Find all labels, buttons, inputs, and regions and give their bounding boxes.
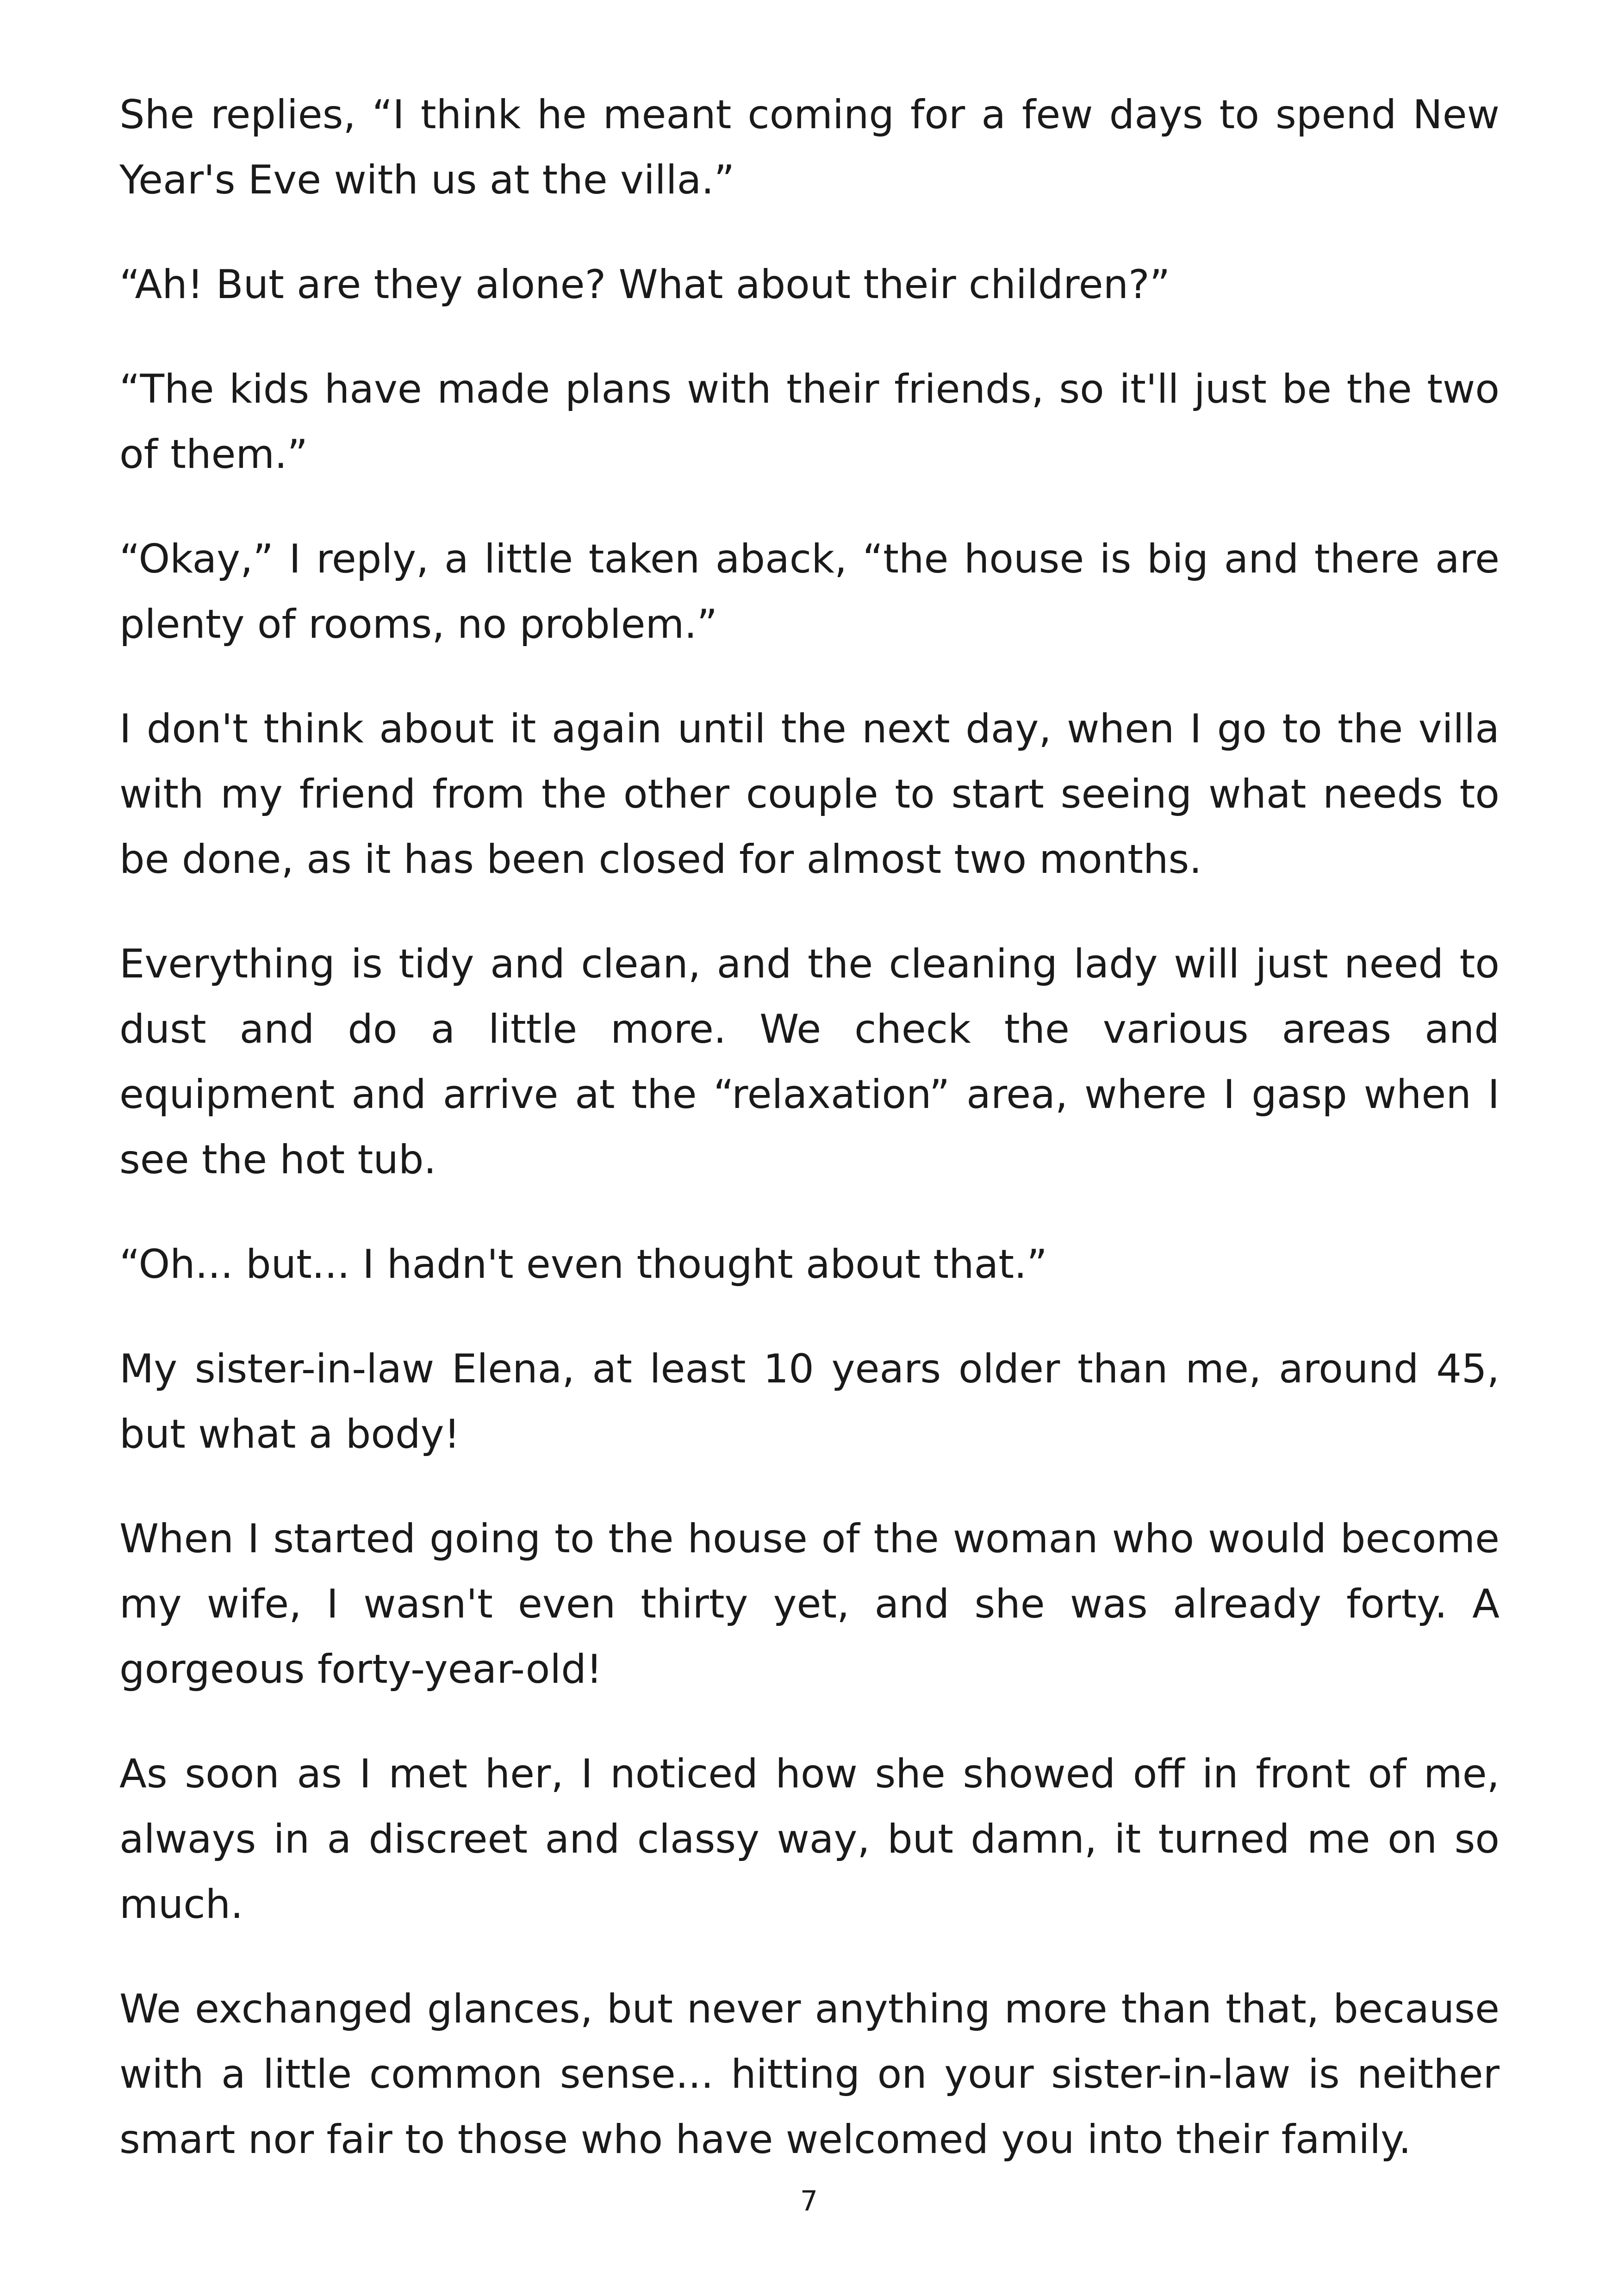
paragraph-4: “Okay,” I reply, a little taken aback, “the house is big and there are plenty of rooms, no problem.” [119, 536, 1500, 647]
paragraph-11: We exchanged glances, but never anything more than that, because with a little common sense... hitting on your sister-in-law is neither smart nor fair to those who have welcomed you into their family. [119, 1986, 1500, 2163]
paragraph-6: Everything is tidy and clean, and the cleaning lady will just need to dust and do a little more. We check the various areas and equipment and arrive at the “relaxation” area, where I gasp when I see the hot tub. [119, 941, 1500, 1183]
paragraph-8: My sister-in-law Elena, at least 10 years older than me, around 45, but what a body! [119, 1346, 1500, 1457]
page-number: 7 [800, 2185, 818, 2217]
paragraph-5: I don't think about it again until the next day, when I go to the villa with my friend from the other couple to start seeing what needs to be done, as it has been closed for almost two months. [119, 706, 1500, 883]
paragraph-7: “Oh... but... I hadn't even thought about that.” [119, 1241, 1047, 1288]
paragraph-9: When I started going to the house of the woman who would become my wife, I wasn't even thirty yet, and she was already forty. A gorgeous forty-year-old! [119, 1516, 1500, 1692]
paragraph-1: She replies, “I think he meant coming for a few days to spend New Year's Eve with us at the villa.” [119, 92, 1500, 203]
body-text [119, 82, 1500, 2212]
paragraph-10: As soon as I met her, I noticed how she showed off in front of me, always in a discreet and classy way, but damn, it turned me on so much. [119, 1751, 1500, 1928]
paragraph-2: “Ah! But are they alone? What about their children?” [119, 261, 1170, 308]
paragraph-3: “The kids have made plans with their friends, so it'll just be the two of them.” [119, 366, 1500, 478]
